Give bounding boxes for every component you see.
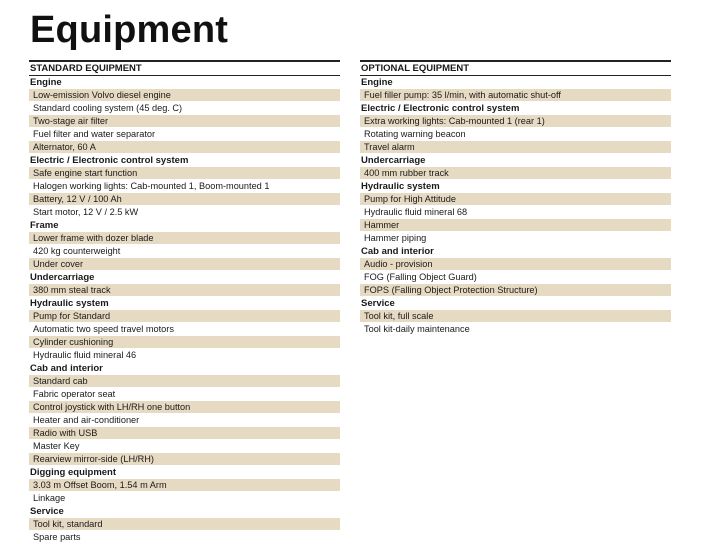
- equipment-item: FOPS (Falling Object Protection Structure): [360, 284, 671, 297]
- optional-equipment-header: OPTIONAL EQUIPMENT: [360, 60, 671, 76]
- equipment-item: Linkage: [29, 492, 340, 505]
- equipment-item: 3.03 m Offset Boom, 1.54 m Arm: [29, 479, 340, 492]
- equipment-item: Two-stage air filter: [29, 115, 340, 128]
- standard-equipment-header: STANDARD EQUIPMENT: [29, 60, 340, 76]
- equipment-item: Low-emission Volvo diesel engine: [29, 89, 340, 102]
- equipment-item: Tool kit-daily maintenance: [360, 323, 671, 336]
- optional-equipment-column: [360, 60, 671, 336]
- equipment-item: Travel alarm: [360, 141, 671, 154]
- section-heading: Undercarriage: [361, 155, 426, 166]
- equipment-item: Hydraulic fluid mineral 46: [29, 349, 340, 362]
- standard-sections: [29, 77, 340, 544]
- standard-equipment-column: [29, 60, 340, 544]
- optional-sections: [360, 77, 671, 336]
- equipment-item: 420 kg counterweight: [29, 245, 340, 258]
- equipment-item: Pump for Standard: [29, 310, 340, 323]
- equipment-item: Master Key: [29, 440, 340, 453]
- equipment-item: Rotating warning beacon: [360, 128, 671, 141]
- page-title: Equipment: [30, 9, 229, 51]
- section-heading: Electric / Electronic control system: [30, 155, 189, 166]
- equipment-item: Pump for High Attitude: [360, 193, 671, 206]
- section-heading: Cab and interior: [361, 246, 434, 257]
- equipment-item: Fabric operator seat: [29, 388, 340, 401]
- equipment-item: Rearview mirror-side (LH/RH): [29, 453, 340, 466]
- equipment-item: Tool kit, standard: [29, 518, 340, 531]
- equipment-item: 380 mm steal track: [29, 284, 340, 297]
- section-heading: Engine: [361, 77, 393, 88]
- equipment-item: Hammer: [360, 219, 671, 232]
- equipment-item: Under cover: [29, 258, 340, 271]
- equipment-item: Alternator, 60 A: [29, 141, 340, 154]
- equipment-item: Halogen working lights: Cab-mounted 1, Boom-mounted 1: [29, 180, 340, 193]
- equipment-item: Heater and air-conditioner: [29, 414, 340, 427]
- equipment-item: Audio - provision: [360, 258, 671, 271]
- equipment-item: Cylinder cushioning: [29, 336, 340, 349]
- section-heading: Hydraulic system: [30, 298, 109, 309]
- equipment-item: Hammer piping: [360, 232, 671, 245]
- equipment-item: Fuel filler pump: 35 l/min, with automatic shut-off: [360, 89, 671, 102]
- section-heading: Undercarriage: [30, 272, 95, 283]
- section-heading: Frame: [30, 220, 59, 231]
- section-heading: Electric / Electronic control system: [361, 103, 520, 114]
- equipment-item: Hydraulic fluid mineral 68: [360, 206, 671, 219]
- equipment-item: Safe engine start function: [29, 167, 340, 180]
- section-heading: Cab and interior: [30, 363, 103, 374]
- section-heading: Digging equipment: [30, 467, 117, 478]
- section-heading: Service: [30, 506, 64, 517]
- equipment-item: Extra working lights: Cab-mounted 1 (rear 1): [360, 115, 671, 128]
- equipment-item: Tool kit, full scale: [360, 310, 671, 323]
- equipment-item: 400 mm rubber track: [360, 167, 671, 180]
- equipment-item: Lower frame with dozer blade: [29, 232, 340, 245]
- section-heading: Engine: [30, 77, 62, 88]
- equipment-item: Battery, 12 V / 100 Ah: [29, 193, 340, 206]
- equipment-item: Spare parts: [29, 531, 340, 544]
- section-heading: Service: [361, 298, 395, 309]
- equipment-item: Automatic two speed travel motors: [29, 323, 340, 336]
- equipment-item: Standard cooling system (45 deg. C): [29, 102, 340, 115]
- equipment-item: Start motor, 12 V / 2.5 kW: [29, 206, 340, 219]
- equipment-item: Standard cab: [29, 375, 340, 388]
- equipment-item: FOG (Falling Object Guard): [360, 271, 671, 284]
- equipment-item: Fuel filter and water separator: [29, 128, 340, 141]
- section-heading: Hydraulic system: [361, 181, 440, 192]
- equipment-item: Radio with USB: [29, 427, 340, 440]
- equipment-item: Control joystick with LH/RH one button: [29, 401, 340, 414]
